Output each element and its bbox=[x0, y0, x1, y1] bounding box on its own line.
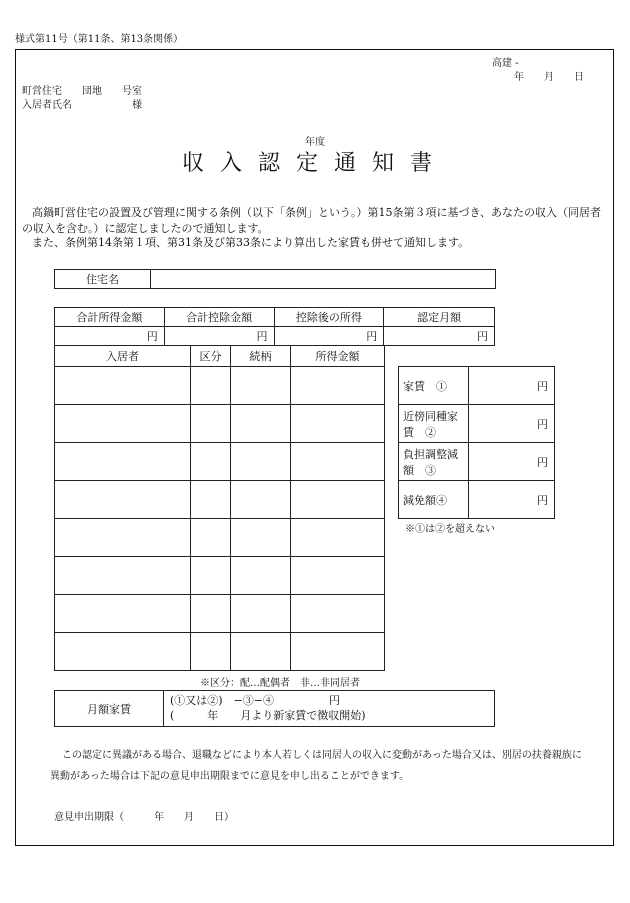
relation-cell[interactable] bbox=[231, 443, 291, 481]
relation-cell[interactable] bbox=[231, 367, 291, 405]
relation-cell[interactable] bbox=[231, 633, 291, 671]
table-row bbox=[55, 633, 385, 671]
category-cell[interactable] bbox=[191, 367, 231, 405]
resident-name-cell[interactable] bbox=[55, 633, 191, 671]
housing-name-table bbox=[54, 269, 496, 289]
housing-name-label: 住宅名 bbox=[55, 270, 151, 289]
resident-name-cell[interactable] bbox=[55, 481, 191, 519]
table-row bbox=[55, 405, 385, 443]
objection-text: この認定に異議がある場合、退職などにより本人若しくは同居人の収入に変動があった場合又は、別居の扶養親族に異動があった場合は下記の意見申出期限までに意見を申し出ることができます。 bbox=[50, 750, 582, 782]
reduction-label: 減免額④ bbox=[399, 481, 469, 519]
adjustment-label: 負担調整減額 ③ bbox=[399, 443, 469, 481]
rent-note: ※①は②を超えない bbox=[405, 524, 495, 535]
relation-cell[interactable] bbox=[231, 405, 291, 443]
monthly-rent-start: ( 年 月より新家賃で徴収開始) bbox=[170, 708, 366, 722]
category-cell[interactable] bbox=[191, 443, 231, 481]
category-cell[interactable] bbox=[191, 519, 231, 557]
issue-date: 年 月 日 bbox=[514, 72, 584, 83]
issue-number: 高建 - bbox=[492, 58, 519, 69]
income-cell[interactable] bbox=[291, 405, 385, 443]
total-income-unit: 円 bbox=[55, 327, 165, 346]
table-row bbox=[55, 367, 385, 405]
relation-cell[interactable] bbox=[231, 519, 291, 557]
income-cell[interactable] bbox=[291, 633, 385, 671]
resident-name-cell[interactable] bbox=[55, 557, 191, 595]
header-relation: 続柄 bbox=[231, 346, 291, 367]
category-cell[interactable] bbox=[191, 595, 231, 633]
net-income-unit: 円 bbox=[274, 327, 384, 346]
resident-name-cell[interactable] bbox=[55, 519, 191, 557]
header-category: 区分 bbox=[191, 346, 231, 367]
header-income-amount: 所得金額 bbox=[291, 346, 385, 367]
category-cell[interactable] bbox=[191, 633, 231, 671]
relation-cell[interactable] bbox=[231, 481, 291, 519]
form-number: 様式第11号（第11条、第13条関係） bbox=[15, 34, 184, 45]
resident-name-cell[interactable] bbox=[55, 595, 191, 633]
resident-line: 入居者氏名 様 bbox=[22, 100, 142, 111]
header-resident: 入居者 bbox=[55, 346, 191, 367]
category-cell[interactable] bbox=[191, 481, 231, 519]
header-total-deduction: 合計控除金額 bbox=[164, 308, 274, 327]
adjustment-unit[interactable]: 円 bbox=[469, 443, 555, 481]
header-total-income: 合計所得金額 bbox=[55, 308, 165, 327]
income-cell[interactable] bbox=[291, 519, 385, 557]
body-paragraph-1: 高鍋町営住宅の設置及び管理に関する条例（以下「条例」という。）第15条第３項に基づき、あなたの収入（同居者の収入を含む。）に認定しましたので通知します。 bbox=[22, 206, 602, 235]
page-title: 収入認定通知書 bbox=[181, 151, 448, 176]
monthly-income-unit: 円 bbox=[384, 327, 495, 346]
rent-table bbox=[398, 366, 555, 519]
objection-deadline: 意見申出期限（ 年 月 日） bbox=[54, 812, 234, 823]
reduction-unit[interactable]: 円 bbox=[469, 481, 555, 519]
table-row bbox=[55, 443, 385, 481]
category-legend: ※区分：配…配偶者 非…非同居者 bbox=[200, 678, 360, 689]
comparable-rent-label: 近傍同種家賃 ② bbox=[399, 405, 469, 443]
relation-cell[interactable] bbox=[231, 557, 291, 595]
rent-unit[interactable]: 円 bbox=[469, 367, 555, 405]
table-row bbox=[55, 557, 385, 595]
resident-name-cell[interactable] bbox=[55, 443, 191, 481]
header-net-income: 控除後の所得 bbox=[274, 308, 384, 327]
table-row bbox=[55, 595, 385, 633]
income-cell[interactable] bbox=[291, 367, 385, 405]
monthly-rent-formula: (①又は②) −③−④ 円 bbox=[170, 693, 341, 707]
resident-name-cell[interactable] bbox=[55, 367, 191, 405]
resident-name-cell[interactable] bbox=[55, 405, 191, 443]
income-cell[interactable] bbox=[291, 481, 385, 519]
housing-name-field[interactable] bbox=[151, 270, 496, 289]
income-cell[interactable] bbox=[291, 595, 385, 633]
income-summary-table bbox=[54, 307, 495, 346]
total-deduction-unit: 円 bbox=[164, 327, 274, 346]
income-cell[interactable] bbox=[291, 557, 385, 595]
fiscal-year: 年度 bbox=[305, 137, 325, 148]
monthly-rent-label: 月額家賃 bbox=[55, 691, 164, 727]
residents-table bbox=[54, 345, 385, 671]
rent-label: 家賃 ① bbox=[399, 367, 469, 405]
relation-cell[interactable] bbox=[231, 595, 291, 633]
housing-line: 町営住宅 団地 号室 bbox=[22, 86, 142, 97]
table-row bbox=[55, 519, 385, 557]
table-row bbox=[55, 481, 385, 519]
header-monthly-income: 認定月額 bbox=[384, 308, 495, 327]
comparable-rent-unit[interactable]: 円 bbox=[469, 405, 555, 443]
category-cell[interactable] bbox=[191, 557, 231, 595]
category-cell[interactable] bbox=[191, 405, 231, 443]
monthly-rent-table bbox=[54, 690, 495, 727]
body-paragraph-2: また、条例第14条第１項、第31条及び第33条により算出した家賃も併せて通知します。 bbox=[32, 236, 470, 249]
income-cell[interactable] bbox=[291, 443, 385, 481]
